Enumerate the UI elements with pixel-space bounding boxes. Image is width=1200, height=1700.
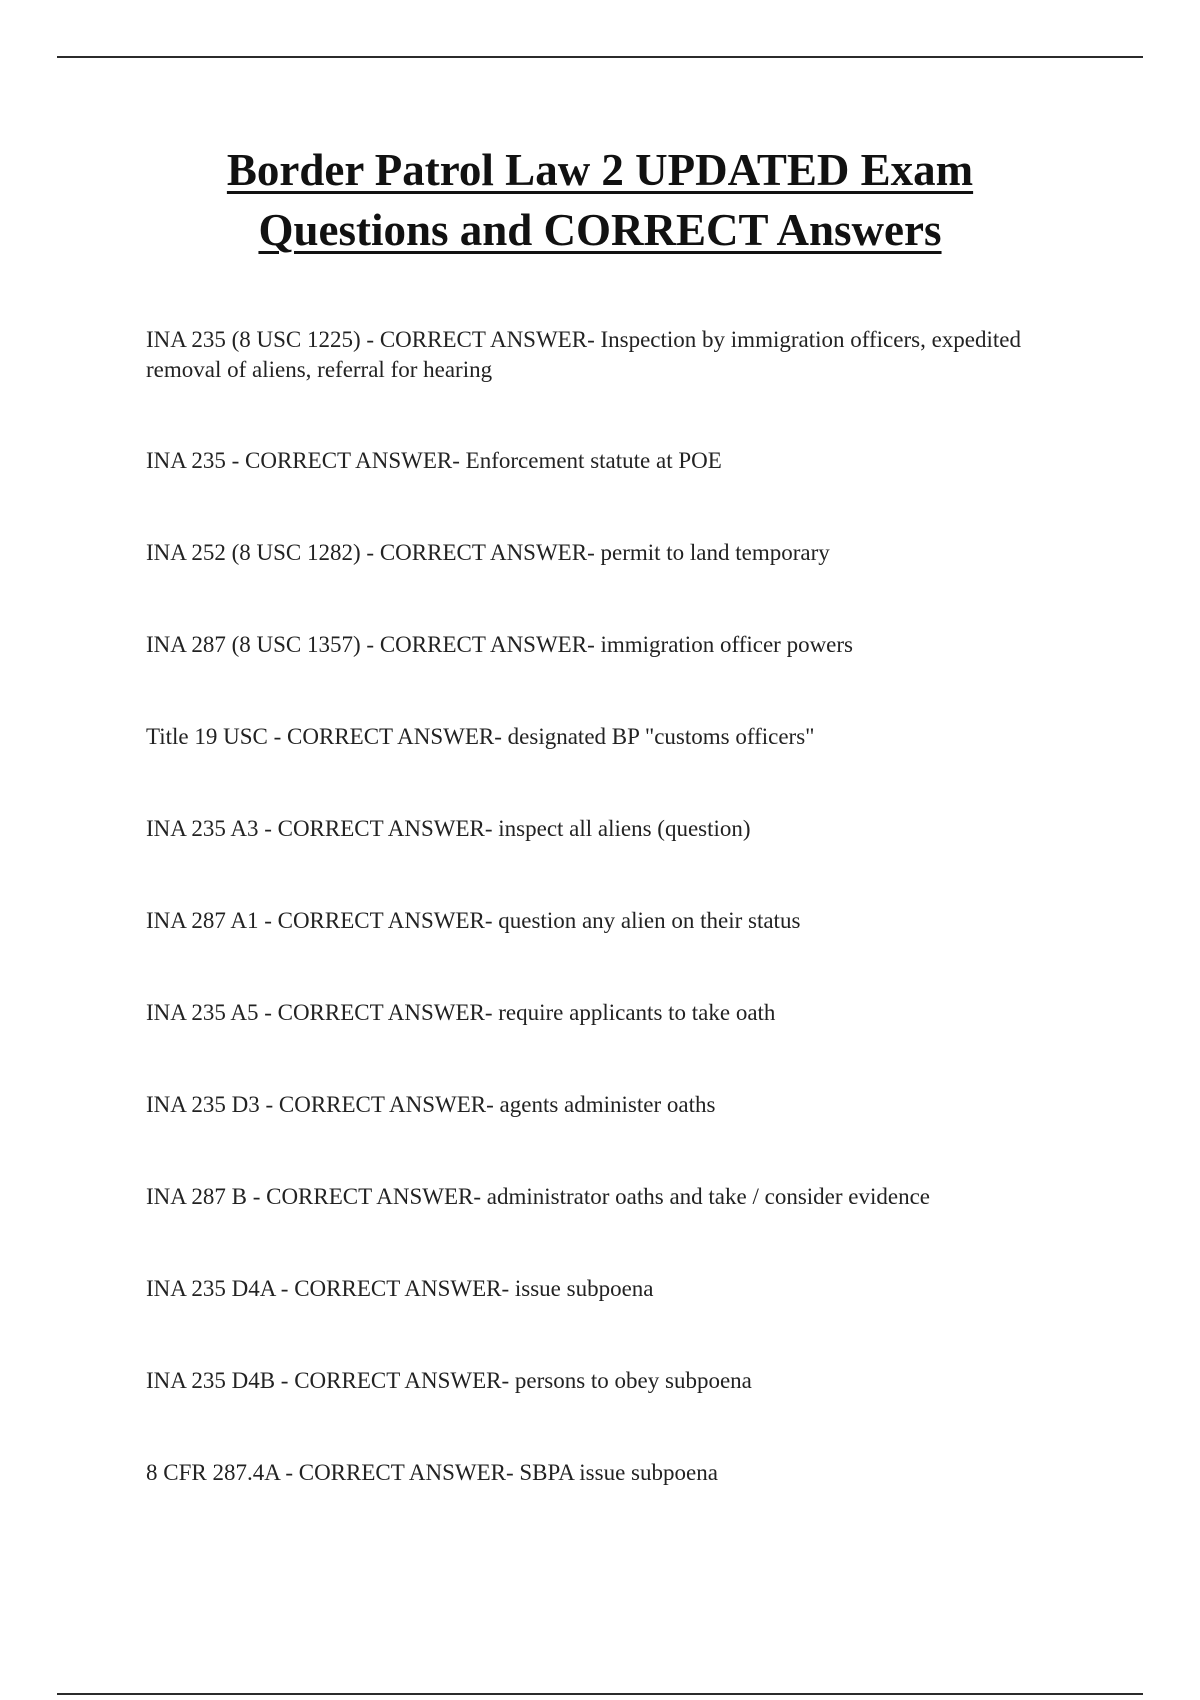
top-rule xyxy=(57,56,1143,58)
qa-entry: INA 252 (8 USC 1282) - CORRECT ANSWER- permit to land temporary xyxy=(146,540,830,565)
qa-entry: INA 235 D4B - CORRECT ANSWER- persons to obey subpoena xyxy=(146,1368,752,1393)
qa-entry: Title 19 USC - CORRECT ANSWER- designated BP "customs officers" xyxy=(146,724,815,749)
bottom-rule xyxy=(57,1693,1143,1695)
qa-list xyxy=(146,325,1026,1550)
qa-entry: INA 287 (8 USC 1357) - CORRECT ANSWER- immigration officer powers xyxy=(146,632,853,657)
qa-entry: INA 235 D4A - CORRECT ANSWER- issue subpoena xyxy=(146,1276,654,1301)
page-title-line-2: Questions and CORRECT Answers xyxy=(258,205,942,255)
qa-entry: 8 CFR 287.4A - CORRECT ANSWER- SBPA issue subpoena xyxy=(146,1460,718,1485)
qa-entry: INA 235 A3 - CORRECT ANSWER- inspect all aliens (question) xyxy=(146,816,751,841)
qa-entry: INA 235 - CORRECT ANSWER- Enforcement statute at POE xyxy=(146,448,722,473)
qa-entry: INA 287 A1 - CORRECT ANSWER- question any alien on their status xyxy=(146,908,801,933)
qa-entry: INA 235 (8 USC 1225) - CORRECT ANSWER- Inspection by immigration officers, expedited removal of aliens, referral for hearing xyxy=(146,327,1021,382)
qa-entry: INA 235 A5 - CORRECT ANSWER- require applicants to take oath xyxy=(146,1000,776,1025)
qa-entry: INA 287 B - CORRECT ANSWER- administrator oaths and take / consider evidence xyxy=(146,1184,930,1209)
page-title-line-1: Border Patrol Law 2 UPDATED Exam xyxy=(226,145,974,195)
qa-entry: INA 235 D3 - CORRECT ANSWER- agents administer oaths xyxy=(146,1092,716,1117)
page-title xyxy=(0,140,1200,260)
